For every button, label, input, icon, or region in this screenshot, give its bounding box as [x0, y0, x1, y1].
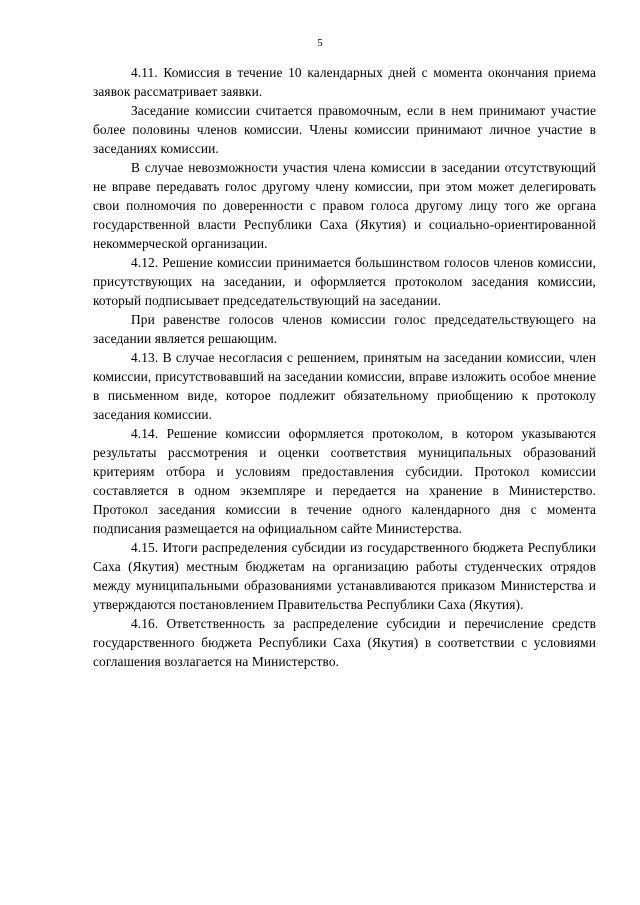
paragraph-delegation: В случае невозможности участия члена комиссии в заседании отсутствующий не вправе передавать голос другому члену комиссии, при этом может делегировать свои полномочия по доверенности с правом голоса другому лицу того же органа государственной власти Республики Саха (Якутия) и социально-ориентированной некоммерческой организации.	[93, 160, 596, 251]
paragraph-4-13: 4.13. В случае несогласия с решением, принятым на заседании комиссии, член комиссии, присутствовавший на заседании комиссии, вправе изложить особое мнение в письменном виде, которое подлежит обязательному приобщению к протоколу заседания комиссии.	[93, 350, 596, 422]
paragraph-equal-votes: При равенстве голосов членов комиссии голос председательствующего на заседании является решающим.	[93, 312, 596, 346]
paragraph-quorum: Заседание комиссии считается правомочным, если в нем принимают участие более половины членов комиссии. Члены комиссии принимают личное участие в заседаниях комиссии.	[93, 103, 596, 156]
paragraph-4-15: 4.15. Итоги распределения субсидии из государственного бюджета Республики Саха (Якутия) местным бюджетам на организацию работы студенческих отрядов между муниципальными образованиями устанавливаются приказом Министерства и утверждаются постановлением Правительства Республики Саха (Якутия).	[93, 540, 596, 612]
document-body	[93, 63, 596, 671]
paragraph-4-16: 4.16. Ответственность за распределение субсидии и перечисление средств государственного бюджета Республики Саха (Якутия) в соответствии с условиями соглашения возлагается на Министерство.	[93, 616, 596, 669]
paragraph-4-11: 4.11. Комиссия в течение 10 календарных дней с момента окончания приема заявок рассматривает заявки.	[93, 65, 596, 99]
paragraph-4-14: 4.14. Решение комиссии оформляется протоколом, в котором указываются результаты рассмотрения и оценки соответствия муниципальных образований критериям отбора и условиям предоставления субсидии. Протокол комиссии составляется в одном экземпляре и передается на хранение в Министерство. Протокол заседания комиссии в течение одного календарного дня с момента подписания размещается на официальном сайте Министерства.	[93, 426, 596, 536]
page-number: 5	[317, 37, 323, 49]
paragraph-4-12: 4.12. Решение комиссии принимается большинством голосов членов комиссии, присутствующих на заседании, и оформляется протоколом заседания комиссии, который подписывает председательствующий на заседании.	[93, 255, 596, 308]
